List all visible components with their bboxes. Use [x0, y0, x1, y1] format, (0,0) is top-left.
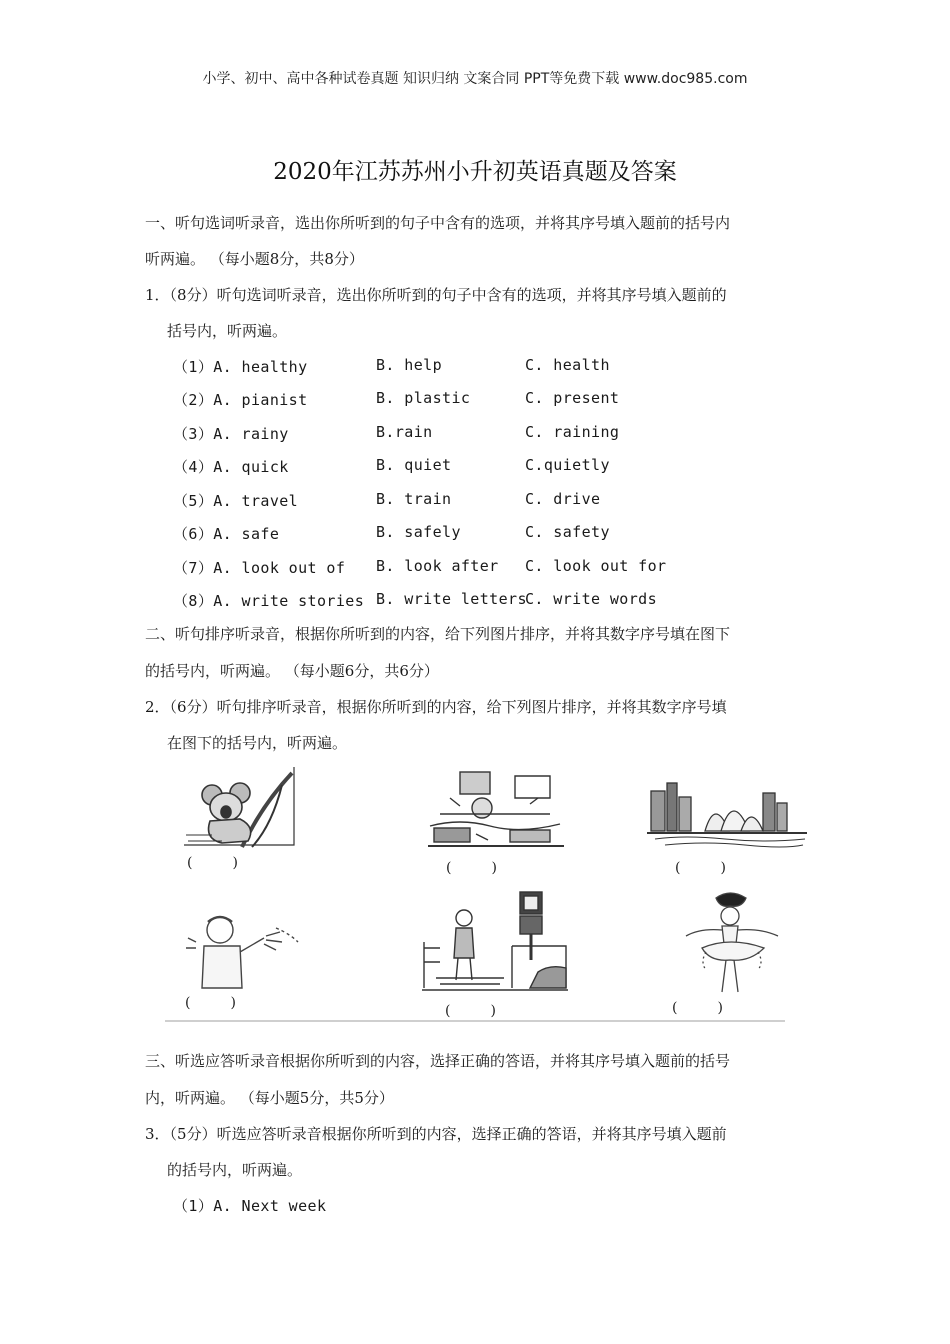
q1-item6-option-a: （6）A. safe — [173, 525, 280, 543]
q1-item5-option-a: （5）A. travel — [173, 492, 299, 510]
q1-item5-option-c: C. drive — [525, 490, 601, 508]
q1-prompt: 1．（8分）听句选词听录音，选出你所听到的句子中含有的选项，并将其序号填入题前的 — [145, 286, 727, 304]
picture-divider — [165, 1020, 785, 1022]
q2-answer-paren-4: ( ) — [185, 995, 236, 1011]
section3-heading: 三、听选应答听录音根据你所听到的内容，选择正确的答语，并将其序号填入题前的括号 — [145, 1052, 731, 1070]
q1-item1-option-c: C. health — [525, 356, 610, 374]
q1-item4-option-c: C.quietly — [525, 456, 610, 474]
q2-prompt-cont: 在图下的括号内，听两遍。 — [167, 734, 348, 752]
q1-item2-option-a: （2）A. pianist — [173, 391, 308, 409]
sydney-skyline-picture — [645, 775, 810, 850]
q2-prompt: 2．（6分）听句排序听录音，根据你所听到的内容，给下列图片排序，并将其数字序号填 — [145, 698, 727, 716]
page-header: 小学、初中、高中各种试卷真题 知识归纳 文案合同 PPT等免费下载 www.doc985.com — [202, 71, 748, 87]
q1-item2-option-b: B. plastic — [376, 389, 471, 407]
q2-answer-paren-3: ( ) — [675, 860, 726, 876]
q2-answer-paren-5: ( ) — [445, 1003, 496, 1019]
q1-item6-option-b: B. safely — [376, 523, 461, 541]
q1-item5-option-b: B. train — [376, 490, 452, 508]
q1-item7-option-b: B. look after — [376, 557, 499, 575]
section3-heading-cont: 内，听两遍。 （每小题5分，共5分） — [145, 1089, 394, 1107]
section1-heading: 一、听句选词听录音，选出你所听到的句子中含有的选项，并将其序号填入题前的括号内 — [145, 214, 731, 232]
q1-item4-option-b: B. quiet — [376, 456, 452, 474]
q1-item3-option-b: B.rain — [376, 423, 433, 441]
q1-item6-option-c: C. safety — [525, 523, 610, 541]
page-title: 2020年江苏苏州小升初英语真题及答案 — [273, 159, 677, 185]
q3-prompt: 3．（5分）听选应答听录音根据你所听到的内容，选择正确的答语，并将其序号填入题前 — [145, 1125, 727, 1143]
q1-item8-option-c: C. write words — [525, 590, 658, 608]
q1-item1-option-b: B. help — [376, 356, 443, 374]
q2-answer-paren-6: ( ) — [672, 1000, 723, 1016]
section1-heading-cont: 听两遍。 （每小题8分，共8分） — [145, 250, 364, 268]
q3-item1-option-a: （1）A. Next week — [173, 1197, 327, 1215]
q2-answer-paren-1: ( ) — [187, 855, 238, 871]
messy-room-picture — [420, 768, 570, 853]
q1-item1-option-a: （1）A. healthy — [173, 358, 308, 376]
q1-item8-option-a: （8）A. write stories — [173, 592, 365, 610]
section2-heading-cont: 的括号内，听两遍。 （每小题6分，共6分） — [145, 662, 439, 680]
traffic-light-crossing-picture — [420, 888, 570, 1003]
q1-item2-option-c: C. present — [525, 389, 620, 407]
q1-item3-option-a: （3）A. rainy — [173, 425, 289, 443]
koala-picture — [182, 765, 297, 850]
q2-answer-paren-2: ( ) — [446, 860, 497, 876]
section2-heading: 二、听句排序听录音，根据你所听到的内容，给下列图片排序，并将其数字序号填在图下 — [145, 625, 731, 643]
q1-item7-option-c: C. look out for — [525, 557, 667, 575]
q3-prompt-cont: 的括号内，听两遍。 — [167, 1161, 303, 1179]
q1-prompt-cont: 括号内，听两遍。 — [167, 322, 288, 340]
q1-item7-option-a: （7）A. look out of — [173, 559, 346, 577]
q1-item4-option-a: （4）A. quick — [173, 458, 289, 476]
ballet-dancer-picture — [680, 890, 790, 1000]
boy-gesture-picture — [180, 908, 305, 998]
q1-item3-option-c: C. raining — [525, 423, 620, 441]
q1-item8-option-b: B. write letters — [376, 590, 527, 608]
